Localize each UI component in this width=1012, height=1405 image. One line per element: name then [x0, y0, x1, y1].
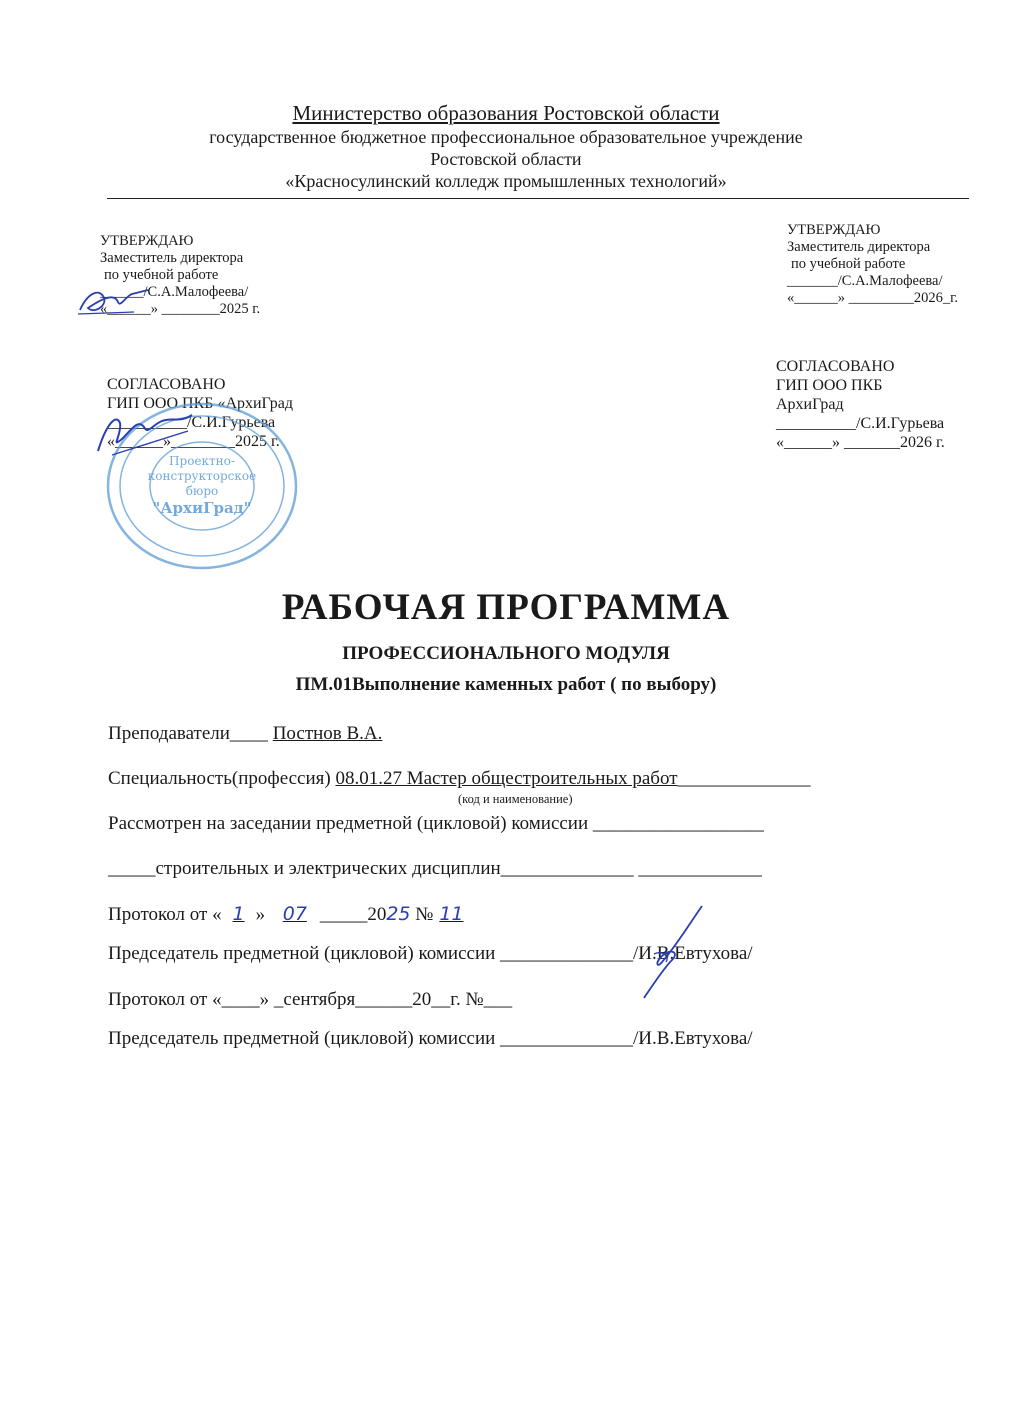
protocol-line-2: Протокол от «____» _сентября______20__г. №___: [108, 989, 513, 1010]
protocol-year-prefix: _____20: [319, 904, 387, 925]
agreed-title: СОГЛАСОВАНО: [776, 358, 895, 375]
institution-line-1: государственное бюджетное профессиональное образовательное учреждение: [209, 127, 803, 147]
teachers-value: Постнов В.А.: [272, 723, 383, 744]
institution-line-3: «Красносулинский колледж промышленных технологий»: [285, 171, 727, 191]
teachers-line: [108, 722, 382, 746]
agreed-signature-line: __________/С.И.Гурьева: [776, 415, 945, 432]
protocol-day-handwritten: 1: [232, 903, 245, 925]
specialty-label: Специальность(профессия): [108, 768, 336, 789]
stamp-line-3: бюро: [185, 484, 219, 498]
approve-position: Заместитель директора: [100, 250, 244, 266]
approve-signature-line: ______/С.А.Малофеева/: [100, 284, 249, 300]
approve-date-line: «______» _________2026_г.: [787, 290, 959, 306]
ministry-name: Министерство образования Ростовской области: [292, 101, 720, 125]
approve-position-2: по учебной работе: [104, 267, 219, 283]
protocol-year-handwritten: 25: [386, 903, 411, 925]
chair-line-1: Председатель предметной (цикловой) комиссии ______________/И.В.Евтухова/: [108, 943, 753, 964]
agreed-title: СОГЛАСОВАНО: [107, 376, 226, 393]
protocol-month-handwritten: 07: [282, 903, 307, 925]
stamp-line-4: "АрхиГрад": [152, 499, 252, 517]
approve-title: УТВЕРЖДАЮ: [100, 233, 194, 249]
protocol-number-label: №: [410, 904, 434, 925]
protocol-line-1: [108, 902, 469, 927]
signature-chair: [632, 902, 712, 1002]
institution-line-2: Ростовской области: [430, 149, 582, 169]
agreed-position: ГИП ООО ПКБ «АрхиГрад: [107, 395, 294, 412]
header: [0, 100, 1012, 192]
agreed-signature-line: __________/С.И.Гурьева: [107, 414, 276, 431]
teachers-label: Преподаватели____: [108, 723, 273, 744]
chair-line-2: Председатель предметной (цикловой) комиссии ______________/И.В.Евтухова/: [108, 1028, 753, 1049]
specialty-line: [108, 767, 811, 791]
document-subtitle: ПРОФЕССИОНАЛЬНОГО МОДУЛЯ: [342, 643, 670, 664]
signature-approve-left: [74, 282, 154, 322]
approve-position: Заместитель директора: [787, 239, 931, 255]
agreed-date-line: «______» _______2026 г.: [776, 434, 945, 451]
stamp-line-1: Проектно-: [169, 454, 235, 468]
approve-date-line: «______» ________2025 г.: [100, 301, 261, 317]
protocol-prefix: Протокол от «: [108, 904, 222, 925]
approve-title: УТВЕРЖДАЮ: [787, 222, 881, 238]
agreed-position: ГИП ООО ПКБ: [776, 377, 883, 394]
signature-agreed-left: [92, 405, 202, 465]
protocol-mid: »: [255, 904, 270, 925]
approve-position-2: по учебной работе: [791, 256, 906, 272]
commission-line-2: _____строительных и электрических дисциплин______________ _____________: [108, 858, 762, 879]
header-rule: [107, 198, 969, 199]
module-name: ПМ.01Выполнение каменных работ ( по выбору): [295, 674, 717, 695]
protocol-number-handwritten: 11: [439, 903, 464, 925]
approve-block-right: [787, 222, 958, 307]
specialty-value: 08.01.27 Мастер общестроительных работ: [335, 768, 678, 789]
specialty-hint: (код и наименование): [458, 792, 573, 806]
specialty-tail: ______________: [677, 768, 811, 789]
stamp-line-2: конструкторское: [147, 469, 257, 483]
agreed-date-line: «______»________2025 г.: [107, 433, 280, 450]
agreed-block-right: [776, 357, 945, 452]
commission-line: Рассмотрен на заседании предметной (цикловой) комиссии __________________: [108, 813, 764, 834]
document-title: РАБОЧАЯ ПРОГРАММА: [281, 587, 731, 628]
approve-signature-line: _______/С.А.Малофеева/: [787, 273, 943, 289]
agreed-company: АрхиГрад: [776, 396, 844, 413]
